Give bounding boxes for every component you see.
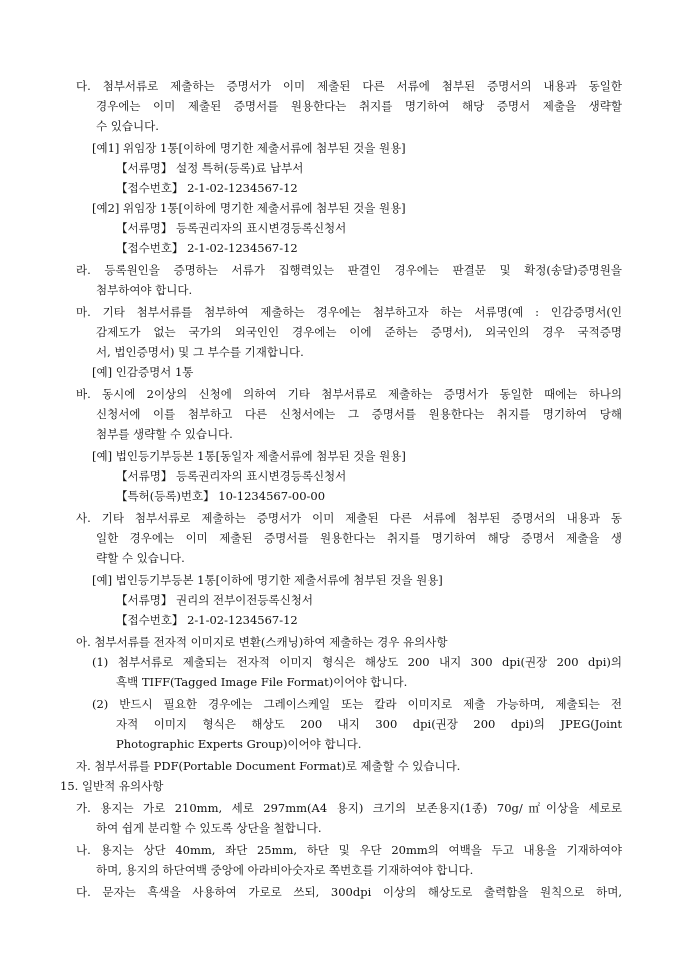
example-1-document-name: 【서류명】 설정 특허(등록)료 납부서	[116, 161, 304, 175]
item-ba-line-1: 바. 동시에 2이상의 신청에 의하여 기타 첨부서류로 제출하는 증명서가 동일한 때에는 하나의	[76, 387, 622, 401]
item-sa-line-2: 일한 경우에는 이미 제출된 증명서를 원용한다는 취지를 명기하여 해당 증명서 제출을 생	[96, 531, 622, 545]
item-ba-line-3: 첨부를 생략할 수 있습니다.	[96, 427, 233, 441]
item-da-line-1: 다. 첨부서류로 제출하는 증명서가 이미 제출된 다른 서류에 첨부된 증명서의 내용과 동일한	[76, 79, 622, 93]
example-ba-heading: [예] 법인등기부등본 1통[동일자 제출서류에 첨부된 것을 원용]	[92, 449, 406, 463]
item-a-heading: 아. 첨부서류를 전자적 이미지로 변환(스캐닝)하여 제출하는 경우 유의사항	[76, 635, 448, 649]
example-sa-heading: [예] 법인등기부등본 1통[이하에 명기한 제출서류에 첨부된 것을 원용]	[92, 573, 443, 587]
item-da-line-3: 수 있습니다.	[96, 119, 159, 133]
item-ma-line-1: 마. 기타 첨부서류를 첨부하여 제출하는 경우에는 첨부하고자 하는 서류명(예 : 인감증명서(인	[76, 305, 622, 319]
item-da2-line-1: 다. 문자는 흑색을 사용하여 가로로 쓰되, 300dpi 이상의 해상도로 출력함을 원칙으로 하며,	[76, 885, 622, 899]
example-ma: [예] 인감증명서 1통	[92, 365, 194, 379]
example-ba-patent-number: 【특허(등록)번호】 10-1234567-00-00	[116, 489, 326, 503]
example-1-receipt-number: 【접수번호】 2-1-02-1234567-12	[116, 181, 298, 195]
item-na-line-2: 하며, 용지의 하단여백 중앙에 아라비아숫자로 쪽번호를 기재하여야 합니다.	[96, 863, 474, 877]
item-ga-line-2: 하여 쉽게 분리할 수 있도록 상단을 철합니다.	[96, 821, 322, 835]
example-1-heading: [예1] 위임장 1통[이하에 명기한 제출서류에 첨부된 것을 원용]	[92, 141, 406, 155]
item-da-line-2: 경우에는 이미 제출된 증명서를 원용한다는 취지를 명기하여 해당 증명서 제출을 생략할	[96, 99, 622, 113]
item-ma-line-2: 감제도가 없는 국가의 외국인인 경우에는 이에 준하는 증명서), 외국인의 경우 국적증명	[96, 325, 622, 339]
item-ma-line-3: 서, 법인증명서) 및 그 부수를 기재합니다.	[96, 345, 304, 359]
example-sa-receipt-number: 【접수번호】 2-1-02-1234567-12	[116, 613, 298, 627]
item-ja: 자. 첨부서류를 PDF(Portable Document Format)로 제출할 수 있습니다.	[76, 759, 461, 773]
item-ga-line-1: 가. 용지는 가로 210mm, 세로 297mm(A4 용지) 크기의 보존용지(1종) 70g/㎡이상을 세로로	[76, 801, 622, 815]
item-a-sub2-line-2: 자적 이미지 형식은 해상도 200 내지 300 dpi(권장 200 dpi)의 JPEG(Joint	[116, 717, 622, 731]
example-2-document-name: 【서류명】 등록권리자의 표시변경등록신청서	[116, 221, 347, 235]
item-a-sub1-line-2: 흑백 TIFF(Tagged Image File Format)이어야 합니다.	[116, 675, 408, 689]
item-sa-line-3: 략할 수 있습니다.	[96, 551, 185, 565]
item-a-sub2-line-1: (2) 반드시 필요한 경우에는 그레이스케일 또는 칼라 이미지로 제출 가능하며, 제출되는 전	[92, 697, 622, 711]
item-ra-line-2: 첨부하여야 합니다.	[96, 283, 193, 297]
item-sa-line-1: 사. 기타 첨부서류로 제출하는 증명서가 이미 제출된 다른 서류에 첨부된 증명서의 내용과 동	[76, 511, 622, 525]
example-sa-document-name: 【서류명】 권리의 전부이전등록신청서	[116, 593, 313, 607]
example-2-receipt-number: 【접수번호】 2-1-02-1234567-12	[116, 241, 298, 255]
example-ba-document-name: 【서류명】 등록권리자의 표시변경등록신청서	[116, 469, 347, 483]
item-ra-line-1: 라. 등록원인을 증명하는 서류가 집행력있는 판결인 경우에는 판결문 및 확정(송달)증명원을	[76, 263, 622, 277]
item-ba-line-2: 신청서에 이를 첨부하고 다른 신청서에는 그 증명서를 원용한다는 취지를 명기하여 당해	[96, 407, 622, 421]
example-2-heading: [예2] 위임장 1통[이하에 명기한 제출서류에 첨부된 것을 원용]	[92, 201, 406, 215]
item-na-line-1: 나. 용지는 상단 40mm, 좌단 25mm, 하단 및 우단 20mm의 여백을 두고 내용을 기재하여야	[76, 843, 622, 857]
item-a-sub1-line-1: (1) 첨부서류로 제출되는 전자적 이미지 형식은 해상도 200 내지 300 dpi(권장 200 dpi)의	[92, 655, 622, 669]
section-15-heading: 15. 일반적 유의사항	[60, 779, 164, 793]
item-a-sub2-line-3: Photographic Experts Group)이어야 합니다.	[116, 737, 362, 751]
